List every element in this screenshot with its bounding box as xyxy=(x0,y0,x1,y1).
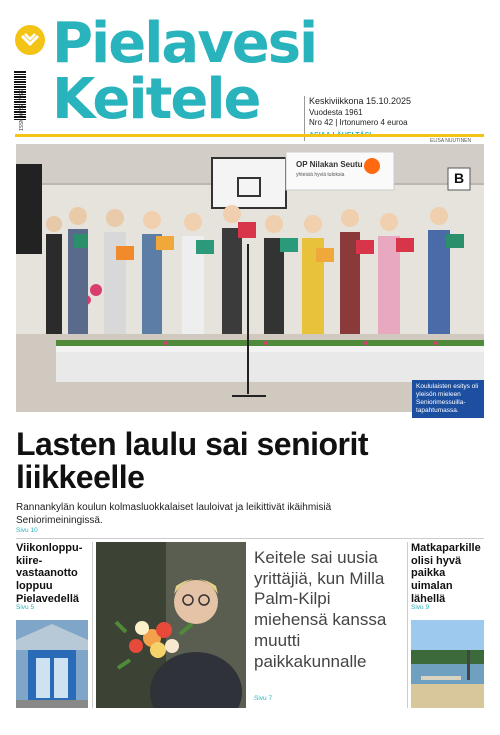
story-center-photo[interactable] xyxy=(96,542,246,708)
hero-photo[interactable] xyxy=(16,144,484,412)
issue-number: Nro 42 | Irtonumero 4 euroa xyxy=(309,118,408,128)
issue-date: Keskiviikkona 15.10.2025 xyxy=(309,96,412,106)
main-page-ref[interactable]: Sivu 10 xyxy=(16,527,38,534)
masthead-title-line1: Pielavesi xyxy=(52,11,317,76)
story-right-title[interactable]: Matkaparkille olisi hyvä paikka uimalan lähellä xyxy=(411,542,481,605)
story-right-photo[interactable] xyxy=(411,620,484,708)
masthead-divider xyxy=(15,134,484,137)
story-center-page-ref[interactable]: Sivu 7 xyxy=(254,695,273,702)
story-center-title[interactable]: Keitele sai uusia yrittäjiä, kun Milla Palm-Kilpi miehensä kanssa muutti paikkakunnalle xyxy=(254,548,387,671)
sign-letter: B xyxy=(454,170,465,186)
barcode-text: ISSN 0782-7229 xyxy=(19,88,25,131)
photo-caption: Koululaisten esitys oli yleisön mieleen Seniorimessuilla-tapahtumassa. xyxy=(412,380,484,418)
photo-credit: ELISA NUUTINEN xyxy=(430,138,472,144)
banner-subtext: yhteisiä hyviä tuloksia xyxy=(296,172,345,178)
story-left-title[interactable]: Viikonloppu-kiire-vastaanotto loppuu Pielavedellä xyxy=(16,542,83,605)
main-headline[interactable]: Lasten laulu sai seniorit liikkeelle xyxy=(16,426,369,496)
issue-volume: Vuodesta 1961 xyxy=(309,107,363,117)
story-left-photo[interactable] xyxy=(16,620,88,708)
story-left-page-ref[interactable]: Sivu 5 xyxy=(16,604,35,611)
story-right-page-ref[interactable]: Sivu 9 xyxy=(411,604,430,611)
masthead-title-line2: Keitele xyxy=(52,67,260,132)
column-divider xyxy=(92,542,93,708)
main-lead: Rannankylän koulun kolmasluokkalaiset lauloivat ja leikittivät ikäihmisiä Seniorimeiningissä. xyxy=(16,502,332,526)
column-divider xyxy=(407,542,408,708)
banner-text: OP Nilakan Seutu xyxy=(296,160,363,169)
section-divider xyxy=(16,538,484,539)
